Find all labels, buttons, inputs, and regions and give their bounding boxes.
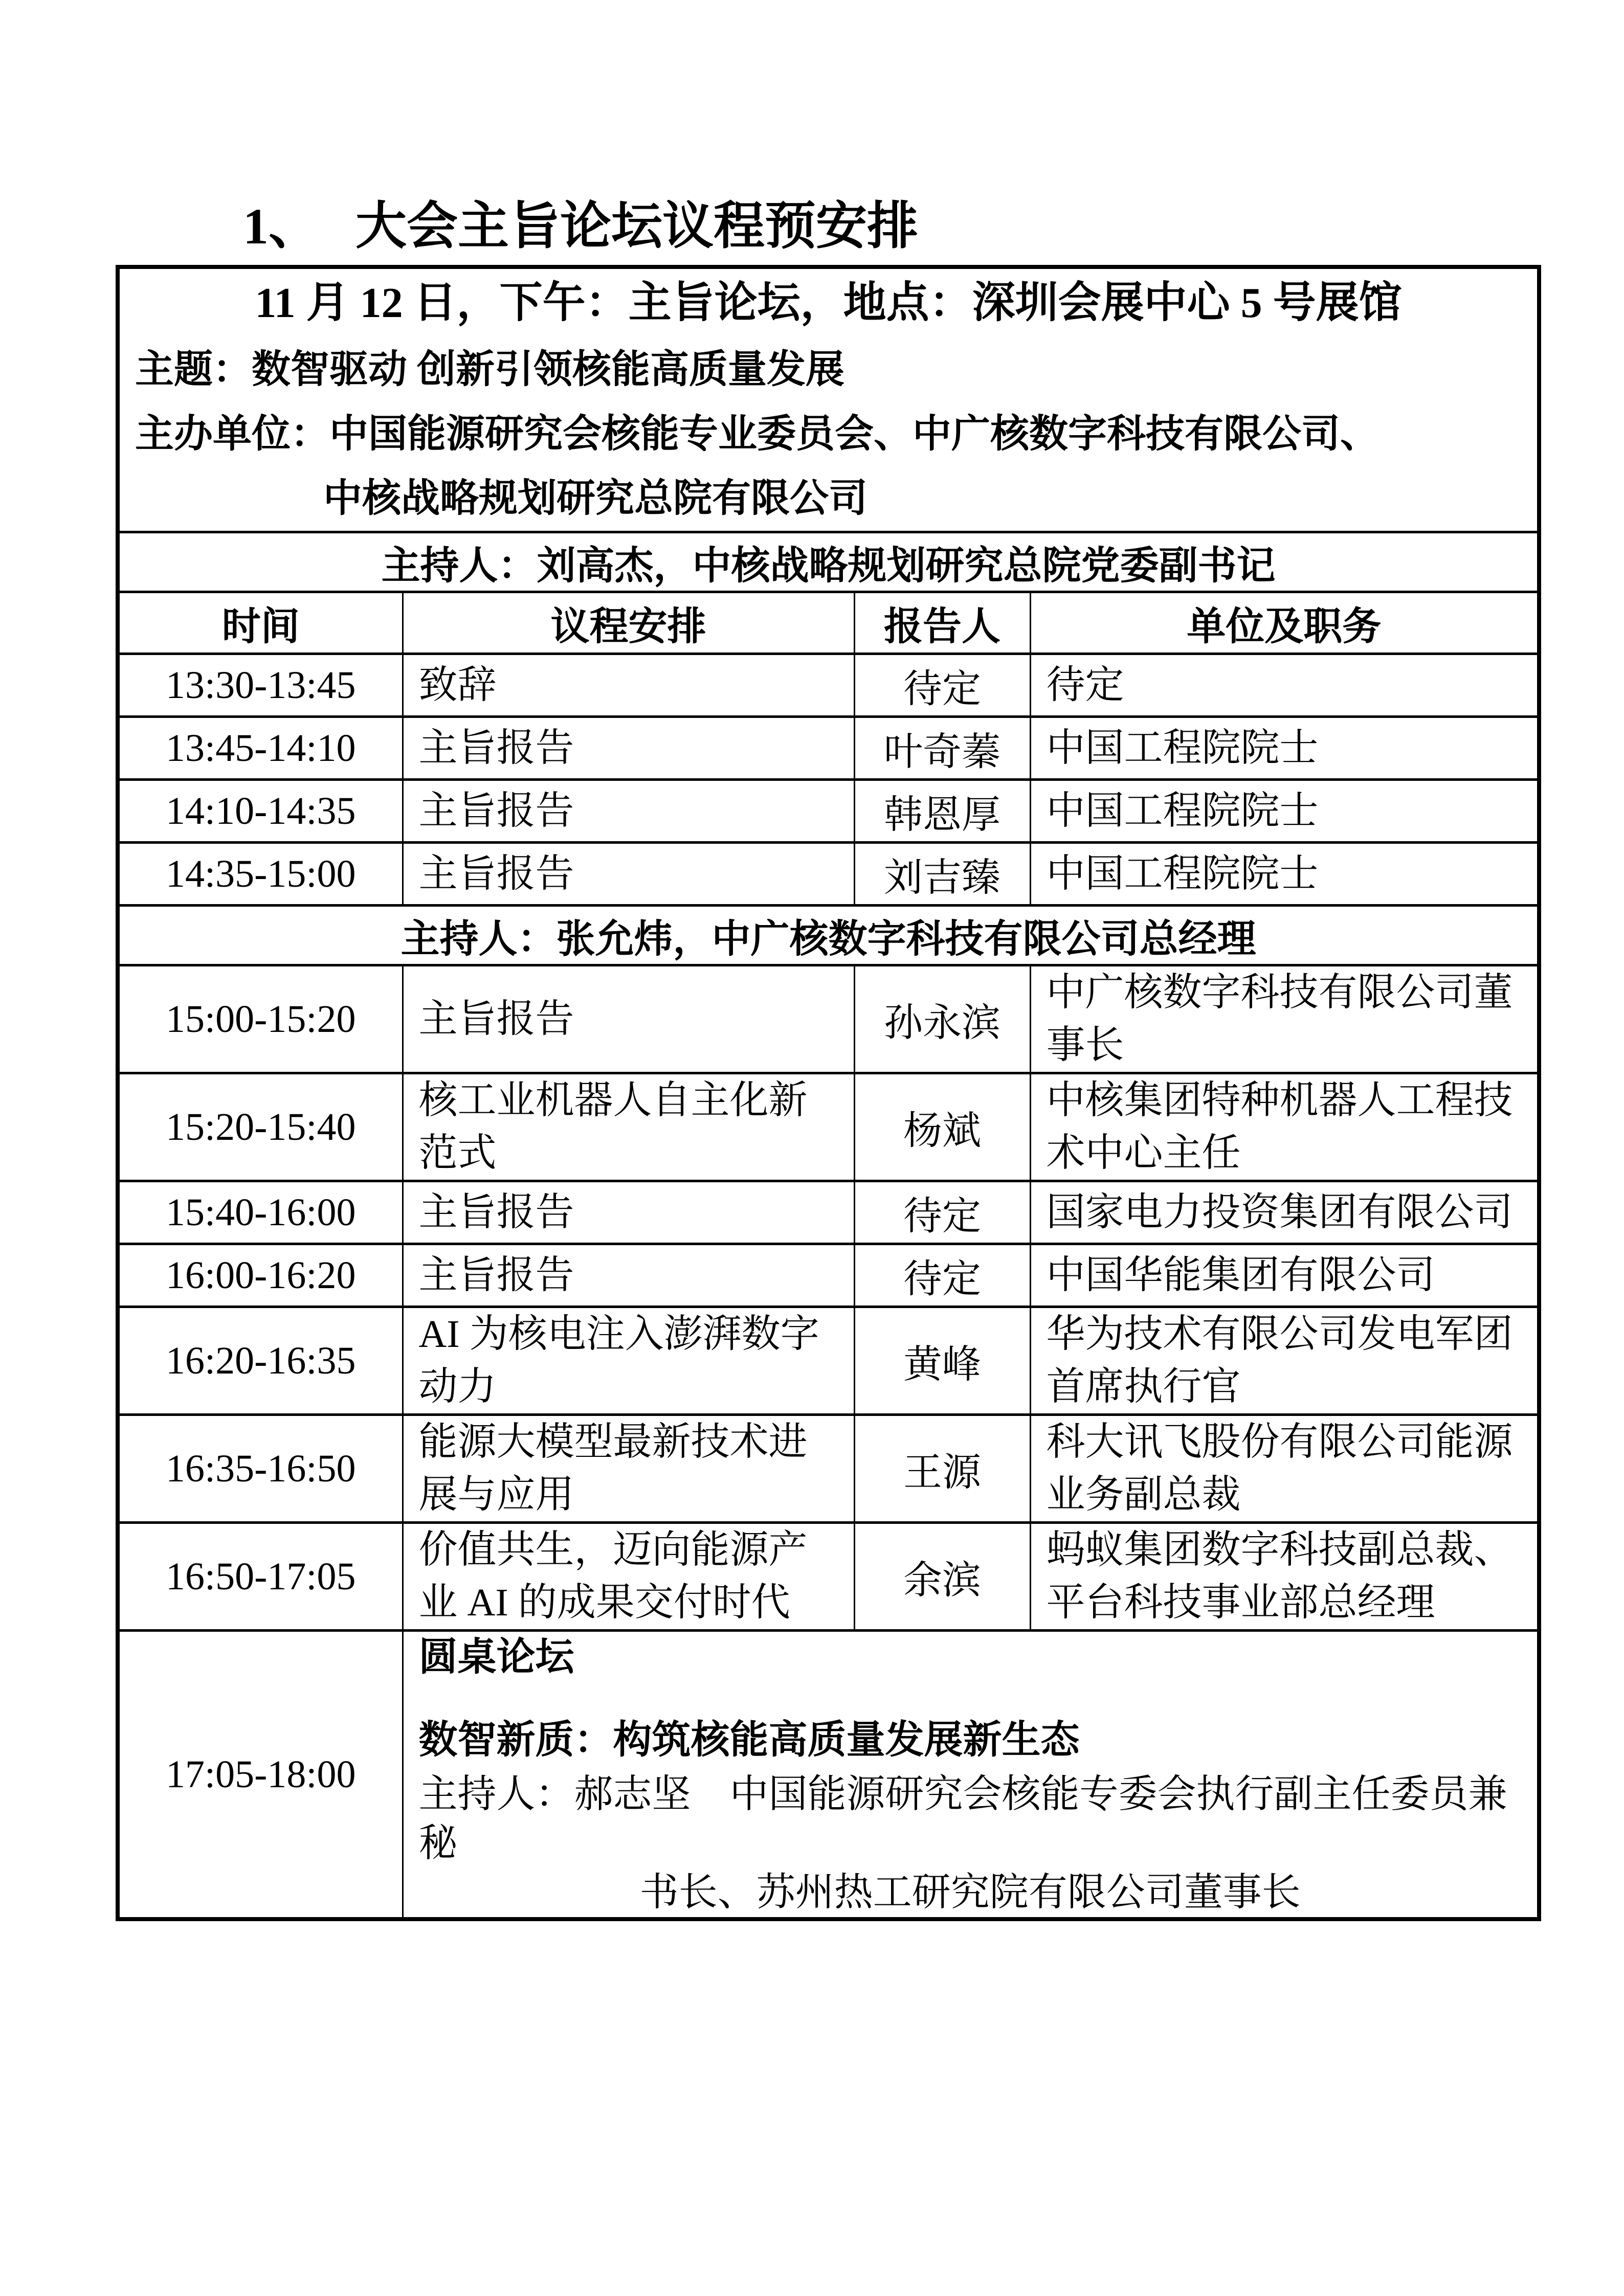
speaker-cell: 杨斌 [854, 1073, 1030, 1181]
agenda-row [118, 1523, 1539, 1631]
speaker-cell: 待定 [854, 1181, 1030, 1244]
agenda-row [118, 965, 1539, 1073]
time-cell: 15:00-15:20 [118, 965, 403, 1073]
speaker-cell: 刘吉臻 [854, 843, 1030, 906]
org-cell: 中核集团特种机器人工程技术中心主任 [1030, 1073, 1539, 1181]
moderator-row-2 [118, 906, 1539, 965]
agenda-row [118, 1307, 1539, 1415]
agenda-cell: 主旨报告 [403, 1181, 854, 1244]
time-cell: 13:30-13:45 [118, 654, 403, 717]
agenda-row [118, 1415, 1539, 1523]
roundtable-row [118, 1631, 1539, 1920]
title-number: 1、 [243, 198, 320, 255]
time-cell: 16:20-16:35 [118, 1307, 403, 1415]
time-cell: 17:05-18:00 [118, 1631, 403, 1920]
agenda-row [118, 654, 1539, 717]
roundtable-moderator-line-1: 主持人：郝志坚 中国能源研究会核能专委会执行副主任委员兼秘 [418, 1773, 1507, 1865]
speaker-cell: 韩恩厚 [854, 780, 1030, 843]
moderator-row-1 [118, 532, 1539, 592]
agenda-row [118, 843, 1539, 906]
org-cell: 华为技术有限公司发电军团首席执行官 [1030, 1307, 1539, 1415]
session-header: 11 月 12 日，下午：主旨论坛，地点：深圳会展中心 5 号展馆 [255, 279, 1402, 327]
agenda-row [118, 1244, 1539, 1307]
agenda-cell: AI 为核电注入澎湃数字动力 [403, 1307, 854, 1415]
info-row [118, 267, 1539, 532]
column-header-time: 时间 [118, 592, 403, 654]
info-cell [118, 267, 1539, 532]
agenda-row [118, 780, 1539, 843]
org-cell: 中国工程院院士 [1030, 717, 1539, 780]
time-cell: 15:40-16:00 [118, 1181, 403, 1244]
org-cell: 中国华能集团有限公司 [1030, 1244, 1539, 1307]
speaker-cell: 孙永滨 [854, 965, 1030, 1073]
speaker-cell: 叶奇蓁 [854, 717, 1030, 780]
time-cell: 14:10-14:35 [118, 780, 403, 843]
time-cell: 16:50-17:05 [118, 1523, 403, 1631]
org-cell: 国家电力投资集团有限公司 [1030, 1181, 1539, 1244]
agenda-cell: 主旨报告 [403, 1244, 854, 1307]
agenda-table [116, 265, 1541, 1921]
organizer-line-1: 主办单位：中国能源研究会核能专业委员会、中广核数字科技有限公司、 [135, 413, 1379, 456]
moderator-2-text: 主持人：张允炜，中广核数字科技有限公司总经理 [118, 906, 1539, 965]
title-text: 大会主旨论坛议程预安排 [355, 198, 918, 255]
page-title [243, 197, 1624, 256]
time-cell: 16:35-16:50 [118, 1415, 403, 1523]
agenda-cell: 主旨报告 [403, 965, 854, 1073]
speaker-cell: 黄峰 [854, 1307, 1030, 1415]
agenda-row [118, 1181, 1539, 1244]
time-cell: 13:45-14:10 [118, 717, 403, 780]
time-cell: 15:20-15:40 [118, 1073, 403, 1181]
agenda-cell: 主旨报告 [403, 780, 854, 843]
roundtable-title: 圆桌论坛 [418, 1636, 574, 1679]
agenda-cell: 主旨报告 [403, 717, 854, 780]
org-cell: 中国工程院院士 [1030, 780, 1539, 843]
org-cell: 中国工程院院士 [1030, 843, 1539, 906]
org-cell: 待定 [1030, 654, 1539, 717]
roundtable-moderator-line-2: 书长、苏州热工研究院有限公司董事长 [639, 1871, 1301, 1914]
speaker-cell: 待定 [854, 1244, 1030, 1307]
org-cell: 中广核数字科技有限公司董事长 [1030, 965, 1539, 1073]
speaker-cell: 余滨 [854, 1523, 1030, 1631]
agenda-cell: 主旨报告 [403, 843, 854, 906]
agenda-cell: 致辞 [403, 654, 854, 717]
roundtable-cell [403, 1631, 1539, 1920]
column-header-agenda: 议程安排 [403, 592, 854, 654]
organizer-line-2: 中核战略规划研究总院有限公司 [323, 477, 867, 520]
agenda-cell: 核工业机器人自主化新范式 [403, 1073, 854, 1181]
org-cell: 科大讯飞股份有限公司能源业务副总裁 [1030, 1415, 1539, 1523]
speaker-cell: 待定 [854, 654, 1030, 717]
time-cell: 16:00-16:20 [118, 1244, 403, 1307]
agenda-row [118, 717, 1539, 780]
time-cell: 14:35-15:00 [118, 843, 403, 906]
speaker-cell: 王源 [854, 1415, 1030, 1523]
column-header-row [118, 592, 1539, 654]
agenda-row [118, 1073, 1539, 1181]
org-cell: 蚂蚁集团数字科技副总裁、平台科技事业部总经理 [1030, 1523, 1539, 1631]
agenda-cell: 能源大模型最新技术进展与应用 [403, 1415, 854, 1523]
moderator-1-text: 主持人：刘高杰，中核战略规划研究总院党委副书记 [118, 532, 1539, 592]
column-header-org: 单位及职务 [1030, 592, 1539, 654]
theme-line: 主题：数智驱动 创新引领核能高质量发展 [135, 348, 844, 391]
agenda-cell: 价值共生，迈向能源产业 AI 的成果交付时代 [403, 1523, 854, 1631]
roundtable-subtitle: 数智新质：构筑核能高质量发展新生态 [418, 1719, 1080, 1762]
column-header-speaker: 报告人 [854, 592, 1030, 654]
